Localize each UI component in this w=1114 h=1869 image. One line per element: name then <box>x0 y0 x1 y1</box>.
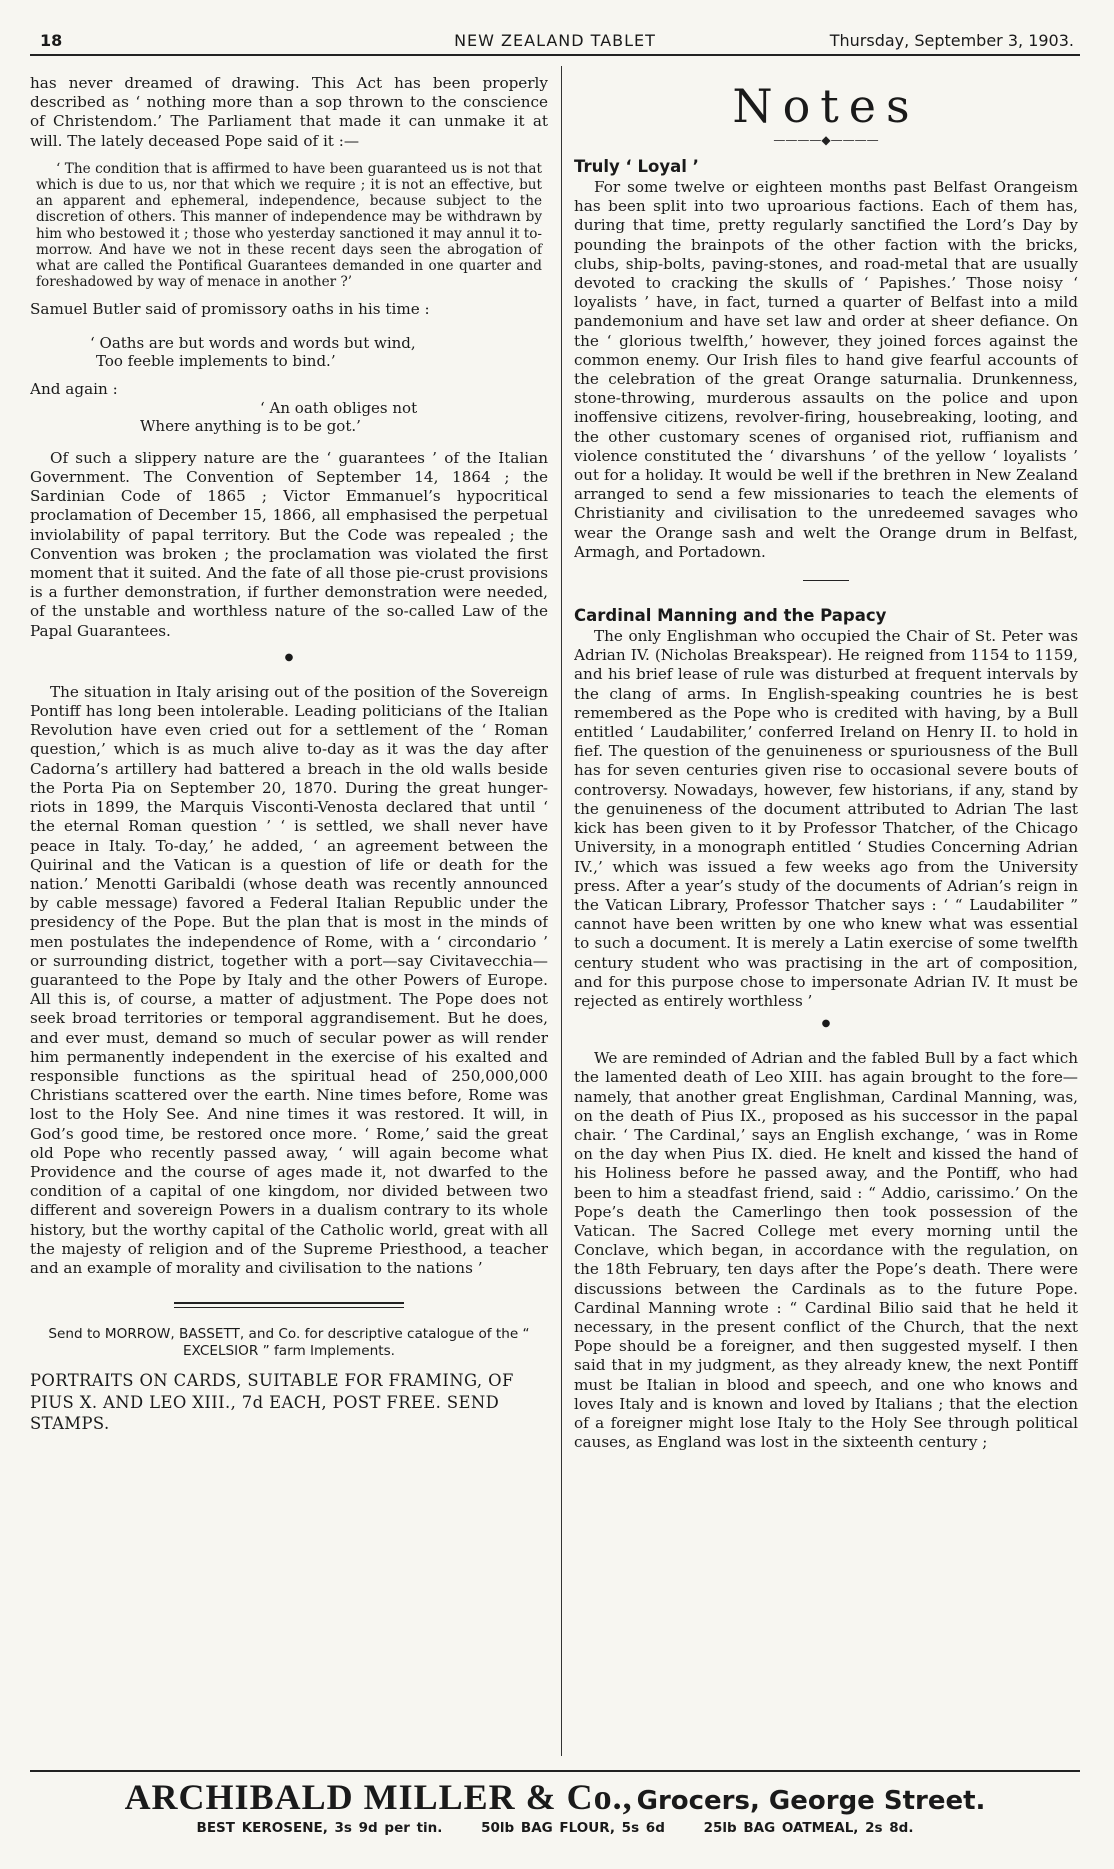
price-item: 25lb BAG OATMEAL, 2s 8d. <box>703 1820 914 1836</box>
pope-quote: ‘ The condition that is affirmed to have been guaranteed us is not that which is due to us, nor that which we require ; it is not an effective, but an apparent and ephemeral, independence, because subject to the discretion of others. This manner of independence may be withdrawn by him who bestowed it ; those who yesterday sanctioned it may annul it to-morrow. And have we not in these recent days seen the abrogation of what are called the Pontifical Guarantees demanded in one quarter and foreshadowed by way of menace in another ?’ <box>36 160 542 291</box>
verse-line: Too feeble implements to bind.’ <box>96 351 336 370</box>
advertiser-trade: Grocers, George Street. <box>636 1786 986 1816</box>
article-paragraph: And again : <box>30 379 118 398</box>
section-heading: Truly ‘ Loyal ’ <box>574 157 699 176</box>
page-number: 18 <box>40 31 63 50</box>
left-column <box>30 74 548 1744</box>
morrow-bassett-advert: Send to MORROW, BASSETT, and Co. for descriptive catalogue of the “ EXCELSIOR ” farm Implements. <box>48 1326 530 1360</box>
issue-date: Thursday, September 3, 1903. <box>829 31 1074 50</box>
notes-section-title: Notes <box>732 79 920 133</box>
advert-headline <box>30 1776 1080 1818</box>
verse-line: ‘ Oaths are but words and words but wind, <box>90 333 416 352</box>
article-paragraph: has never dreamed of drawing. This Act has been properly described as ‘ nothing more than a sop thrown to the conscience of Christendom.’ The Parliament that made it can unmake it at will. The lately deceased Pope said of it :— <box>30 74 548 150</box>
portraits-advert: PORTRAITS ON CARDS, SUITABLE FOR FRAMING, OF PIUS X. AND LEO XIII., 7d EACH, POST FREE. SEND STAMPS. <box>30 1371 514 1434</box>
section-dot-ornament: ● <box>284 651 294 663</box>
section-dot-ornament: ● <box>821 1018 831 1030</box>
footer-advert <box>30 1770 1080 1836</box>
article-paragraph: The situation in Italy arising out of the position of the Sovereign Pontiff has long been intolerable. Leading politicians of the Italian Revolution have even cried out for a settlement of the ‘ Roman question,’ which is as much alive to-day as it was the day after Cadorna’s artillery had battered a breach in the old walls beside the Porta Pia on September 20, 1870. During the great hunger-riots in 1899, the Marquis Visconti-Venosta declared that until ‘ the eternal Roman question ’ ‘ is settled, we shall never have peace in Italy. To-day,’ he added, ‘ an agreement between the Quirinal and the Vatican is a question of life or death for the nation.’ Menotti Garibaldi (whose death was recently announced by cable message) favored a Federal Italian Republic under the presidency of the Pope. But the plan that is most in the minds of men postulates the independence of Rome, with a ‘ circondario ’ or surrounding district, together with a port—say Civitavecchia—guaranteed to the Pope by Italy and the other Powers of Europe. All this is, of course, a matter of adjustment. The Pope does not seek broad territories or temporal aggrandisement. But he does, and ever must, demand so much of secular power as will render him permanently independent in the exercise of his exalted and responsible functions as the spiritual head of 250,000,000 Christians scattered over the earth. Nine times before, Rome was lost to the Holy See. And nine times it was restored. It will, in God’s good time, be restored once more. ‘ Rome,’ said the great old Pope who recently passed away, ‘ will again become what Providence and the course of ages made it, not dwarfed to the condition of a capital of one kingdom, nor divided between two different and sovereign Powers in a dualism contrary to its whole history, but the worthy capital of the Catholic world, great with all the majesty of religion and of the Supreme Priesthood, a teacher and an example of morality and civilisation to the nations ’ <box>30 682 548 1277</box>
advertiser-name: ARCHIBALD MILLER & Co., <box>124 1777 633 1817</box>
verse-line: ‘ An oath obliges not <box>260 398 418 417</box>
price-list <box>30 1820 1080 1836</box>
masthead-title: NEW ZEALAND TABLET <box>454 31 656 50</box>
article-paragraph: The only Englishman who occupied the Chair of St. Peter was Adrian IV. (Nicholas Breakspear). He reigned from 1154 to 1159, and his brief lease of rule was disturbed at frequent intervals by the clang of arms. In English-speaking countries he is best remembered as the Pope who is credited with having, by a Bull entitled ‘ Laudabiliter,’ conferred Ireland on Henry II. to hold in fief. The question of the genuineness or spuriousness of the Bull has for seven centuries given rise to occasional severe bouts of controversy. Nowadays, however, few historians, if any, stand by the genuineness of the document attributed to Adrian The last kick has been given to it by Professor Thatcher, of the Chicago University, in a monograph entitled ‘ Studies Concerning Adrian IV.,’ which was issued a few weeks ago from the University press. After a year’s study of the documents of Adrian’s reign in the Vatican Library, Professor Thatcher says : ‘ “ Laudabiliter ” cannot have been written by one who knew what was essential to such a document. It is merely a Latin exercise of some twelfth century student who was practising in the art of composition, and for this purpose chose to impersonate Adrian IV. It must be rejected as entirely worthless ’ <box>574 627 1078 1010</box>
article-paragraph: We are reminded of Adrian and the fabled Bull by a fact which the lamented death of Leo XIII. has again brought to the fore—namely, that another great Englishman, Cardinal Manning, was, on the death of Pius IX., proposed as his successor in the papal chair. ‘ The Cardinal,’ says an English exchange, ‘ was in Rome on the day when Pius IX. died. He knelt and kissed the hand of his Holiness before he passed away, and the Pontiff, who had been to him a steadfast friend, said : “ Addio, carissimo.’ On the Pope’s death the Camerlingo then took possession of the Vatican. The Sacred College met every morning until the Conclave, which began, in accordance with the regulation, on the 18th February, ten days after the Pope’s death. There were discussions between the Cardinals as to the future Pope. Cardinal Manning wrote : “ Cardinal Bilio said that he held it necessary, in the present conflict of the Church, that the next Pope should be a foreigner, and then suggested myself. I then said that in my judgment, as they already knew, the next Pontiff must be Italian in blood and speech, and one who knows and loves Italy and is known and loved by Italians ; that the election of a foreigner might lose Italy to the Holy See through political causes, as England was lost in the sixteenth century ; <box>574 1049 1078 1452</box>
price-item: 50lb BAG FLOUR, 5s 6d <box>481 1820 665 1836</box>
article-paragraph: Of such a slippery nature are the ‘ guarantees ’ of the Italian Government. The Convention of September 14, 1864 ; the Sardinian Code of 1865 ; Victor Emmanuel’s hypocritical proclamation of December 15, 1866, all emphasised the perpetual inviolability of papal territory. But the Code was repealed ; the Convention was broken ; the proclamation was violated the first moment that it suited. And the fate of all those pie-crust provisions is a further demonstration, if further demonstration were needed, of the unstable and worthless nature of the so-called Law of the Papal Guarantees. <box>30 448 548 640</box>
article-paragraph: Samuel Butler said of promissory oaths in his time : <box>30 300 430 319</box>
section-heading: Cardinal Manning and the Papacy <box>574 606 887 626</box>
title-ornament: ————◆———— <box>773 133 879 147</box>
column-divider <box>561 66 562 1756</box>
page-header <box>30 28 1080 56</box>
article-paragraph: For some twelve or eighteen months past Belfast Orangeism has been split into two uproarious factions. Each of them has, during that time, pretty regularly sanctified the Lord’s Day by pounding the brainpots of the other faction with the bricks, clubs, ship-bolts, paving-stones, and road-metal that are usually devoted to cracking the skulls of ‘ Papishes.’ Those noisy ‘ loyalists ’ have, in fact, turned a quarter of Belfast into a mild pandemonium and have set law and order at sheer defiance. On the ‘ glorious twelfth,’ however, they joined forces against the common enemy. Our Irish files to hand give fearful accounts of the celebration of the great Orange saturnalia. Drunkenness, stone-throwing, murderous assaults on the police and upon inoffensive citizens, revolver-firing, housebreaking, looting, and the other customary scenes of organised riot, ruffianism and violence constituted the ‘ divarshuns ’ of the yellow ‘ loyalists ’ out for a holiday. It would be well if the brethren in New Zealand arranged to send a few missionaries to teach the elements of Christianity and civilisation to the unredeemed savages who wear the Orange sash and welt the Orange drum in Belfast, Armagh, and Portadown. <box>574 178 1078 561</box>
verse-line: Where anything is to be got.’ <box>140 416 361 435</box>
right-column <box>574 74 1078 1764</box>
price-item: BEST KEROSENE, 3s 9d per tin. <box>196 1820 443 1836</box>
